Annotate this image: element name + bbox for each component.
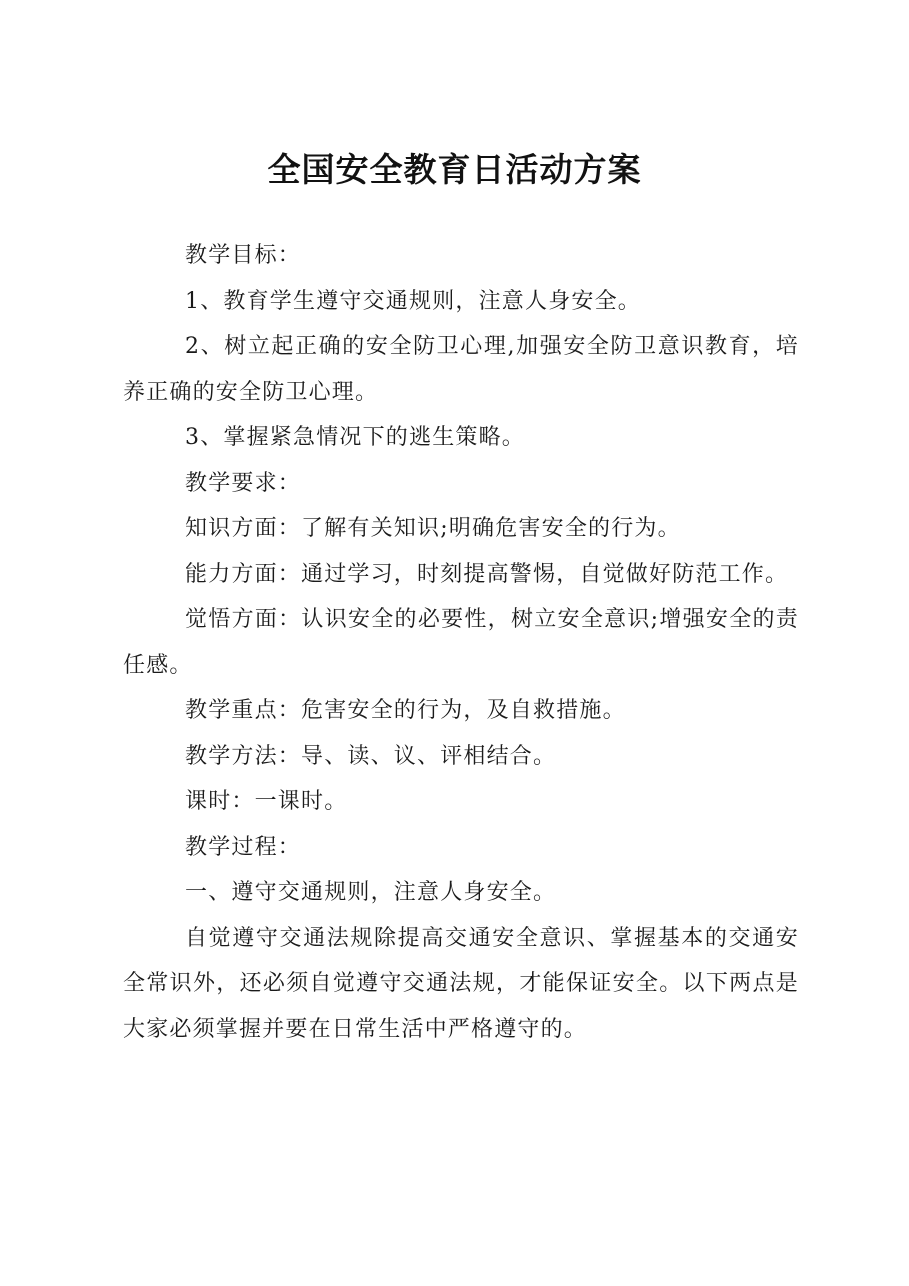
paragraph-awareness: 觉悟方面：认识安全的必要性，树立安全意识;增强安全的责任感。: [123, 607, 799, 678]
paragraph-section-1-body: 自觉遵守交通法规除提高交通安全意识、掌握基本的交通安全常识外，还必须自觉遵守交通法规，才能保证安全。以下两点是大家必须掌握并要在日常生活中严格遵守的。: [123, 925, 799, 1042]
paragraph-goal-2: 2、树立起正确的安全防卫心理,加强安全防卫意识教育，培养正确的安全防卫心理。: [123, 334, 799, 405]
paragraph-teaching-requirements-heading: 教学要求：: [185, 470, 302, 496]
document-body: [123, 233, 799, 1052]
document-title: 全国安全教育日活动方案: [267, 150, 642, 189]
paragraph-section-1-heading: 一、遵守交通规则，注意人身安全。: [185, 880, 557, 905]
paragraph-goal-3: 3、掌握紧急情况下的逃生策略。: [185, 425, 525, 450]
paragraph-teaching-goals-heading: 教学目标：: [185, 243, 302, 268]
paragraph-key-points: 教学重点：危害安全的行为，及自救措施。: [185, 698, 626, 723]
paragraph-teaching-process-heading: 教学过程：: [185, 834, 302, 860]
paragraph-ability: 能力方面：通过学习，时刻提高警惕，自觉做好防范工作。: [185, 561, 789, 587]
paragraph-knowledge: 知识方面：了解有关知识;明确危害安全的行为。: [185, 516, 681, 541]
paragraph-methods: 教学方法：导、读、议、评相结合。: [185, 743, 557, 769]
paragraph-goal-1: 1、教育学生遵守交通规则，注意人身安全。: [185, 288, 641, 314]
paragraph-class-hours: 课时：一课时。: [185, 789, 348, 814]
